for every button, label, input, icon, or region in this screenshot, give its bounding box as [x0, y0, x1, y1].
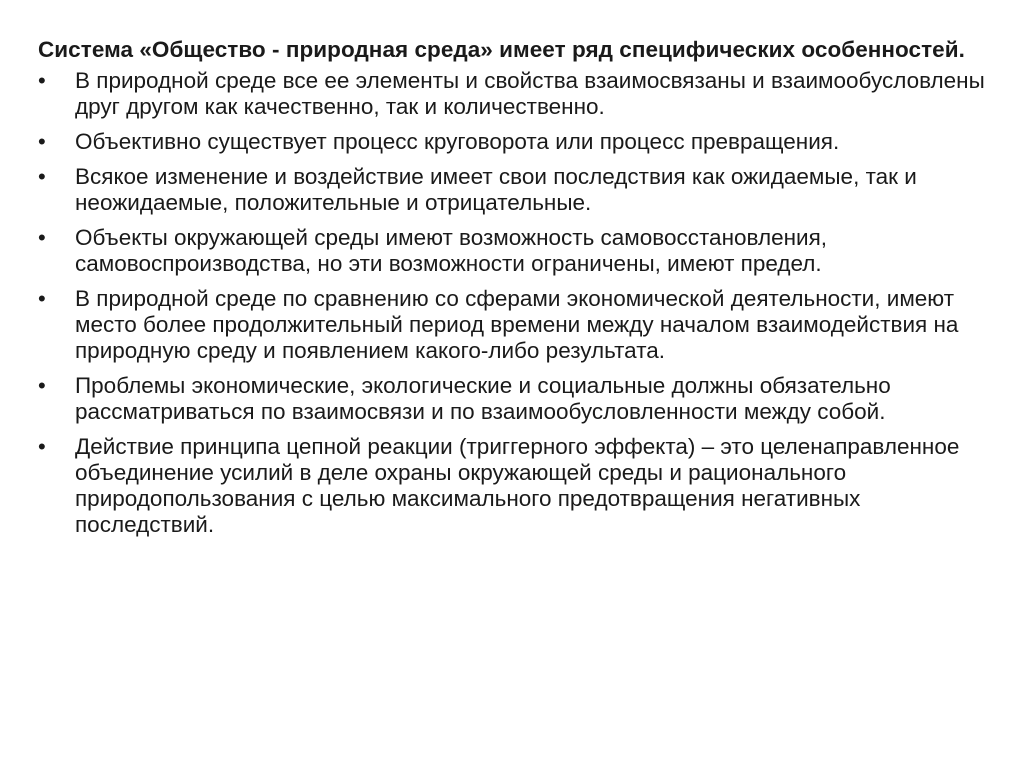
bullet-icon: • — [38, 286, 46, 311]
bullet-item — [38, 434, 988, 538]
slide-heading: Система «Общество - природная среда» имеет ряд специфических особенностей. — [38, 37, 965, 62]
bullet-item — [38, 164, 988, 216]
bullet-item — [38, 286, 988, 364]
bullet-item — [38, 68, 988, 120]
bullet-text: Проблемы экономические, экологические и социальные должны обязательно рассматриваться по взаимосвязи и по взаимообусловленности между собой. — [75, 373, 891, 424]
bullet-item — [38, 373, 988, 425]
bullet-list — [38, 68, 988, 538]
bullet-icon: • — [38, 225, 46, 250]
bullet-item — [38, 225, 988, 277]
bullet-icon: • — [38, 164, 46, 189]
slide-content — [38, 36, 988, 547]
bullet-text: Действие принципа цепной реакции (триггерного эффекта) – это целенаправленное объединение усилий в деле охраны окружающей среды и рационального природопользования с целью максимального предотвращения негативных последствий. — [75, 434, 960, 537]
bullet-text: В природной среде по сравнению со сферами экономической деятельности, имеют место более продолжительный период времени между началом взаимодействия на природную среду и появлением какого-либо результата. — [75, 286, 959, 363]
bullet-text: В природной среде все ее элементы и свойства взаимосвязаны и взаимообусловлены друг другом как качественно, так и количественно. — [75, 68, 985, 119]
bullet-item — [38, 129, 988, 155]
bullet-icon: • — [38, 434, 46, 459]
bullet-icon: • — [38, 373, 46, 398]
bullet-text: Всякое изменение и воздействие имеет свои последствия как ожидаемые, так и неожидаемые, положительные и отрицательные. — [75, 164, 917, 215]
bullet-icon: • — [38, 129, 46, 154]
bullet-icon: • — [38, 68, 46, 93]
bullet-text: Объективно существует процесс круговорота или процесс превращения. — [75, 129, 840, 154]
bullet-text: Объекты окружающей среды имеют возможность самовосстановления, самовоспроизводства, но эти возможности ограничены, имеют предел. — [75, 225, 828, 276]
